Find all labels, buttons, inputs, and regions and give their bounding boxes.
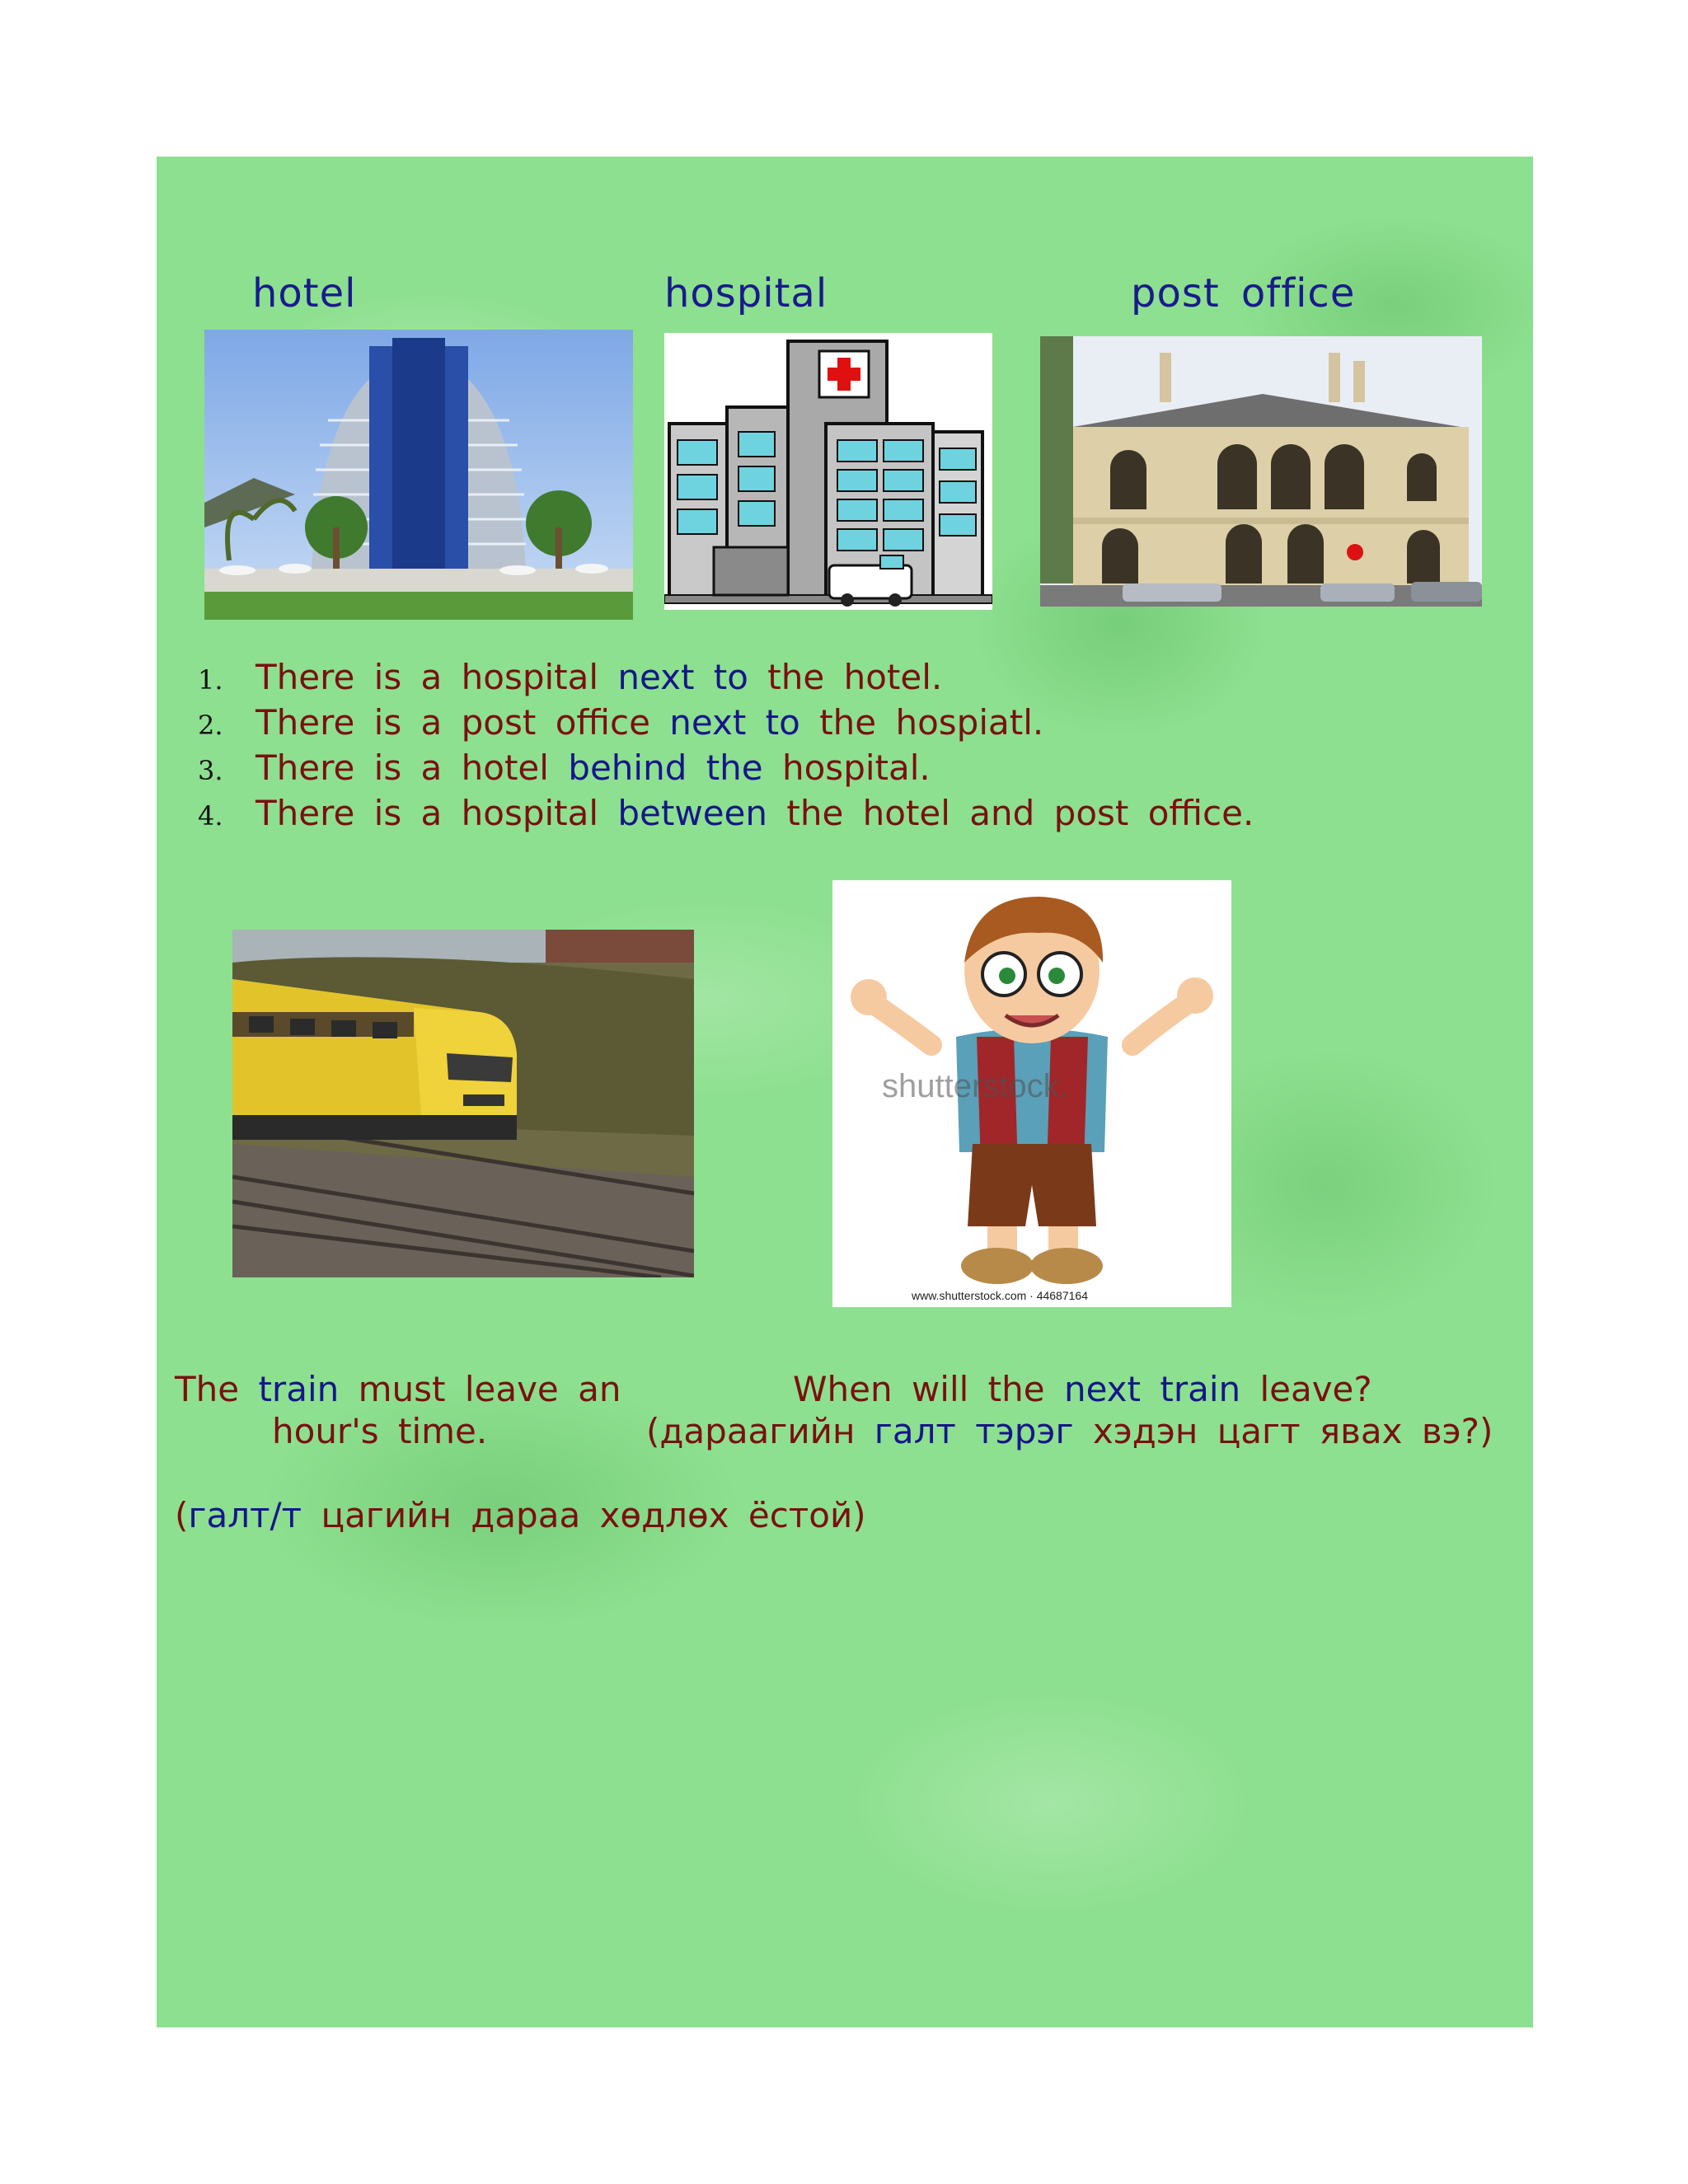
caption-left-line1: The train must leave an xyxy=(175,1369,621,1409)
caption-left-line3: (галт/т цагийн дараа хөдлөх ёстой) xyxy=(175,1495,866,1535)
caption-left-line2: hour's time. xyxy=(272,1411,488,1451)
sentence-3: 3. There is a hotel behind the hospital. xyxy=(198,748,931,788)
label-hotel: hotel xyxy=(252,270,357,316)
sentence-4: 4. There is a hospital between the hotel and post office. xyxy=(198,793,1254,833)
sentence-list xyxy=(198,656,1254,837)
caption-right-line2: (дараагийн галт тэрэг хэдэн цагт явах вэ?) xyxy=(646,1411,1493,1451)
label-hospital: hospital xyxy=(664,270,828,316)
caption-right-line1: When will the next train leave? xyxy=(793,1369,1372,1409)
train-image xyxy=(232,930,694,1277)
label-post-office: post office xyxy=(1131,270,1356,316)
watermark-text: shutterstock. xyxy=(882,1068,1069,1104)
sentence-1: 1. There is a hospital next to the hotel. xyxy=(198,657,943,697)
hospital-image xyxy=(664,333,992,610)
watermark-url: www.shutterstock.com · 44687164 xyxy=(912,1289,1088,1302)
boy-image xyxy=(832,880,1231,1307)
sentence-2: 2. There is a post office next to the hospiatl. xyxy=(198,702,1044,743)
post-office-image xyxy=(1040,336,1482,607)
hotel-image xyxy=(204,330,633,620)
